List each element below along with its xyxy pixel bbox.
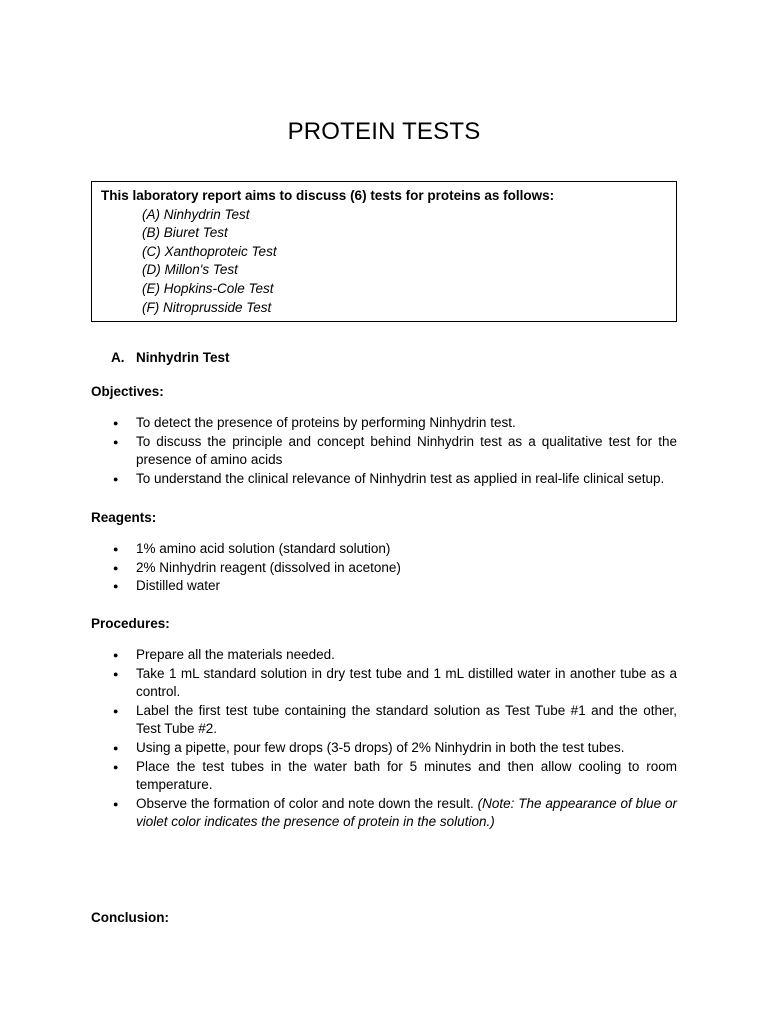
- procedure-item-text: Observe the formation of color and note down the result.: [136, 795, 474, 811]
- reagents-list: [91, 540, 677, 596]
- reagent-item: ● 2% Ninhydrin reagent (dissolved in acetone): [91, 559, 677, 578]
- procedures-list: [91, 646, 677, 832]
- objectives-heading: Objectives:: [91, 384, 164, 399]
- objectives-list: [91, 414, 677, 488]
- reagent-item: ● 1% amino acid solution (standard solution): [91, 540, 677, 559]
- procedure-item: ● Prepare all the materials needed.: [91, 646, 677, 665]
- objective-item: ● To detect the presence of proteins by performing Ninhydrin test.: [91, 414, 677, 433]
- reagents-heading: Reagents:: [91, 510, 157, 525]
- test-list-item: (F) Nitroprusside Test: [142, 299, 272, 315]
- procedure-item: ● Take 1 mL standard solution in dry test tube and 1 mL distilled water in another tube as a control.: [91, 665, 677, 702]
- conclusion-heading: Conclusion:: [91, 910, 169, 925]
- reagent-item: ● Distilled water: [91, 577, 677, 596]
- procedures-heading: Procedures:: [91, 616, 170, 631]
- page-title: PROTEIN TESTS: [287, 118, 481, 145]
- section-heading: [111, 350, 230, 365]
- summary-box: [91, 181, 677, 322]
- test-list-item: (A) Ninhydrin Test: [142, 206, 250, 222]
- procedure-item: ● Using a pipette, pour few drops (3-5 drops) of 2% Ninhydrin in both the test tubes.: [91, 739, 677, 758]
- test-list-item: (D) Millon's Test: [142, 262, 238, 278]
- summary-heading: This laboratory report aims to discuss (6) tests for proteins as follows:: [101, 188, 555, 203]
- procedure-note: (Note: The appearance of blue or violet color indicates the presence of protein in the solution.): [136, 795, 677, 830]
- section-letter: A.: [111, 350, 125, 365]
- objective-item: ● To discuss the principle and concept behind Ninhydrin test as a qualitative test for the presence of amino acids: [91, 433, 677, 470]
- test-list-item: (E) Hopkins-Cole Test: [142, 280, 274, 296]
- section-title-text: Ninhydrin Test: [136, 350, 230, 365]
- procedure-item: ● Label the first test tube containing the standard solution as Test Tube #1 and the other, Test Tube #2.: [91, 702, 677, 739]
- procedure-item: ● Place the test tubes in the water bath for 5 minutes and then allow cooling to room temperature.: [91, 758, 677, 795]
- test-list-item: (B) Biuret Test: [142, 225, 228, 241]
- procedure-item: [91, 795, 677, 832]
- test-list: [101, 206, 676, 318]
- objective-item: ● To understand the clinical relevance of Ninhydrin test as applied in real-life clinical setup.: [91, 470, 677, 489]
- test-list-item: (C) Xanthoproteic Test: [142, 243, 277, 259]
